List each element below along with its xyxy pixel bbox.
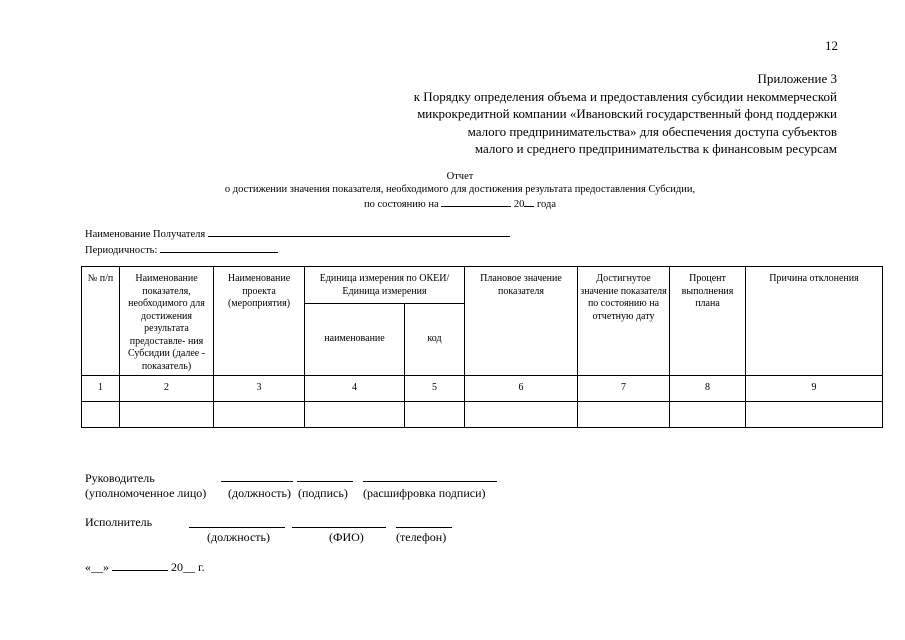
recipient-name-label: Наименование Получателя <box>85 229 206 240</box>
header-achieved: Достигнутое значение показателя по состоянию на отчетную дату <box>578 267 670 376</box>
date-row <box>85 559 205 575</box>
header-num: № п/п <box>82 267 120 376</box>
header-reason: Причина отклонения <box>746 267 883 376</box>
head-label: Руководитель <box>85 471 155 485</box>
table-cell <box>214 402 305 428</box>
table-cell <box>746 402 883 428</box>
table-cell <box>120 402 214 428</box>
as-of-date-line <box>441 196 511 207</box>
table-cell <box>82 402 120 428</box>
header-plan: Плановое значение показателя <box>465 267 578 376</box>
column-number: 1 <box>82 376 120 402</box>
head-caption-signature: (подпись) <box>298 486 348 500</box>
appendix-line: микрокредитной компании «Ивановский государственный фонд поддержки <box>417 106 837 121</box>
column-number: 7 <box>578 376 670 402</box>
head-caption-decoding: (расшифровка подписи) <box>363 486 486 500</box>
recipient-name-line <box>208 226 510 237</box>
date-year: 20__ г. <box>171 560 205 574</box>
executor-caption-fio: (ФИО) <box>329 530 364 544</box>
report-subtitle: о достижении значения показателя, необходимого для достижения результата предоставления Субсидии, <box>224 184 696 195</box>
head-sublabel: (уполномоченное лицо) <box>85 486 207 500</box>
header-row <box>82 267 883 304</box>
as-of-year: 20 <box>513 199 525 210</box>
appendix-line: малого предпринимательства» для обеспечения доступа субъектов <box>467 123 837 139</box>
recipient-name-row <box>85 226 510 242</box>
report-table <box>81 266 883 428</box>
as-of-suffix: года <box>537 199 557 210</box>
column-number: 4 <box>305 376 405 402</box>
header-unit: Единица измерения по ОКЕИ/Единица измерения <box>305 267 465 304</box>
executor-caption-phone: (телефон) <box>396 530 447 544</box>
column-number: 3 <box>214 376 305 402</box>
header-unit-name: наименование <box>305 304 405 376</box>
head-caption-position: (должность) <box>228 486 291 500</box>
column-number-row <box>82 376 883 402</box>
appendix-block <box>414 70 837 158</box>
appendix-line: к Порядку определения объема и предоставления субсидии некоммерческой <box>413 88 837 104</box>
header-indicator: Наименование показателя, необходимого для достижения результата предоставле- ния Субсидии (далее - показатель) <box>120 267 214 376</box>
appendix-line: малого и среднего предпринимательства к финансовым ресурсам <box>474 141 837 156</box>
report-as-of <box>180 196 740 211</box>
report-title: Отчет <box>446 171 474 182</box>
head-position-line <box>221 481 293 482</box>
header-percent: Процент выполнения плана <box>670 267 746 376</box>
table-cell <box>465 402 578 428</box>
executor-phone-line <box>396 527 452 528</box>
header-project: Наименование проекта (мероприятия) <box>214 267 305 376</box>
executor-label: Исполнитель <box>85 515 153 529</box>
head-signature-line <box>297 481 353 482</box>
report-header <box>180 170 740 211</box>
page-number: 12 <box>825 38 838 53</box>
table-cell <box>405 402 465 428</box>
periodicity-label: Периодичность: <box>85 244 158 256</box>
table-cell <box>305 402 405 428</box>
column-number: 2 <box>120 376 214 402</box>
table-cell <box>578 402 670 428</box>
executor-position-line <box>189 527 285 528</box>
periodicity-line <box>160 242 278 253</box>
column-number: 5 <box>405 376 465 402</box>
header-unit-code: код <box>405 304 465 376</box>
table-row <box>82 402 883 428</box>
table-cell <box>670 402 746 428</box>
executor-fio-line <box>292 527 386 528</box>
date-month-line <box>112 559 168 571</box>
executor-caption-position: (должность) <box>207 530 270 544</box>
appendix-line: Приложение 3 <box>757 71 837 86</box>
column-number: 6 <box>465 376 578 402</box>
as-of-year-line <box>524 196 534 207</box>
head-decoding-line <box>363 481 497 482</box>
as-of-prefix: по состоянию на <box>363 199 439 210</box>
column-number: 9 <box>746 376 883 402</box>
column-number: 8 <box>670 376 746 402</box>
periodicity-row <box>85 242 510 258</box>
date-day: «__» <box>85 560 109 574</box>
recipient-block <box>85 226 510 257</box>
